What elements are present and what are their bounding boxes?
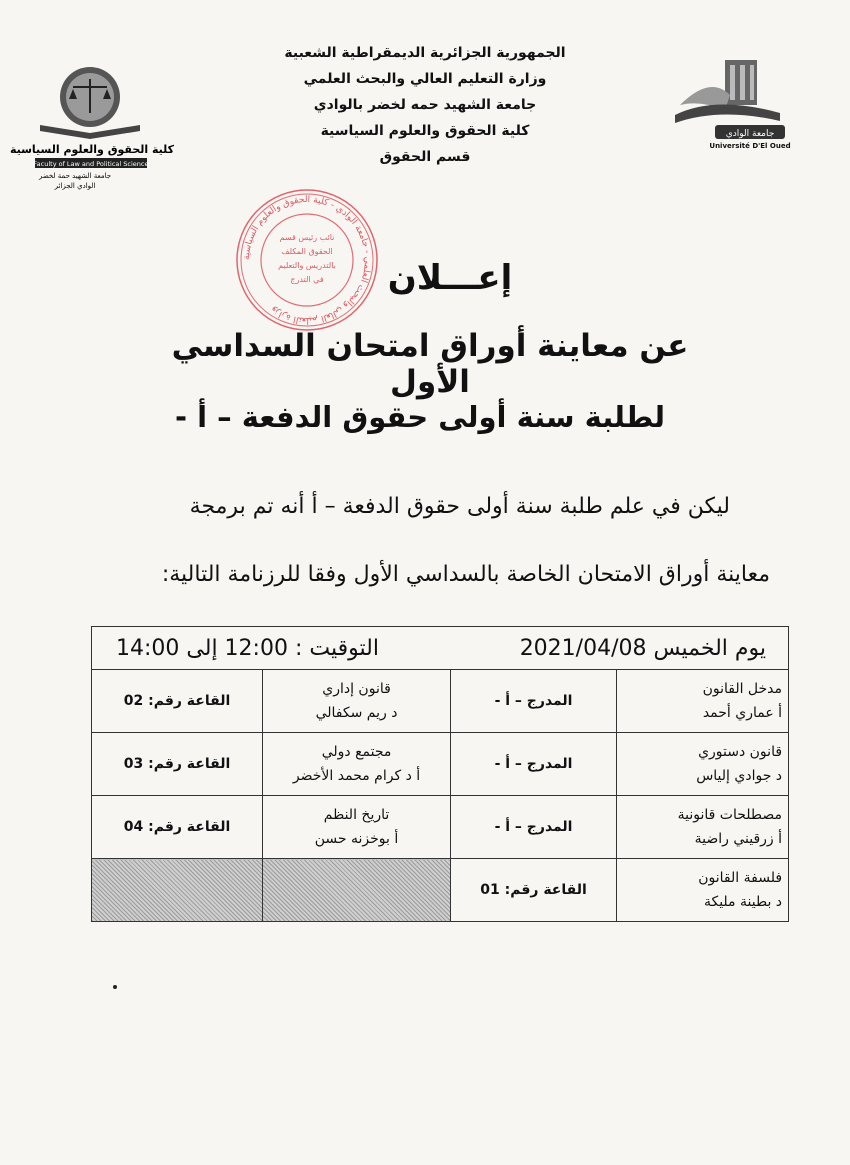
room-cell: القاعة رقم: 03 xyxy=(92,733,263,796)
schedule-table xyxy=(91,626,789,922)
stamp-line-1: نائب رئيس قسم xyxy=(279,233,335,242)
room-cell: القاعة رقم: 01 xyxy=(451,859,617,922)
subject-name: تاريخ النظم xyxy=(323,807,390,823)
teacher-name: أ عماري أحمد xyxy=(702,705,783,721)
hall-cell: المدرج – أ - xyxy=(451,733,617,796)
body-line-1: ليكن في علم طلبة سنة أولى حقوق الدفعة – أ أنه تم برمجة xyxy=(189,494,730,519)
faculty-logo-sub2: الوادي الجزائر xyxy=(54,182,96,190)
table-row xyxy=(92,733,789,796)
stamp-line-4: في التدرج xyxy=(290,275,324,284)
letterhead-line-5: قسم الحقوق xyxy=(379,149,471,165)
table-row xyxy=(92,796,789,859)
room-cell: القاعة رقم: 04 xyxy=(92,796,263,859)
teacher-name: د بطينة مليكة xyxy=(703,894,783,910)
subject-name: مصطلحات قانونية xyxy=(677,807,783,823)
letterhead-line-4: كلية الحقوق والعلوم السياسية xyxy=(320,123,530,139)
blank-hatched-cell xyxy=(263,859,451,922)
blank-hatched-cell xyxy=(92,859,263,922)
university-logo xyxy=(670,55,790,150)
stray-dot xyxy=(113,985,117,989)
schedule-day: يوم الخميس 2021/04/08 xyxy=(519,635,767,661)
letterhead-line-2: وزارة التعليم العالي والبحث العلمي xyxy=(303,71,547,87)
announcement-subtitle: عن معاينة أوراق امتحان السداسي الأول xyxy=(171,328,689,400)
room-cell: القاعة رقم: 02 xyxy=(92,670,263,733)
letterhead xyxy=(230,40,620,170)
hall-cell: المدرج – أ - xyxy=(451,670,617,733)
university-logo-latin: Université D'El Oued xyxy=(709,142,791,150)
subject-name: قانون دستوري xyxy=(698,744,783,760)
university-logo-name: جامعة الوادي xyxy=(725,129,775,139)
subject-name: فلسفة القانون xyxy=(698,870,783,886)
faculty-logo-latin: Faculty of Law and Political Science xyxy=(33,160,149,168)
stamp-line-2: الحقوق المكلف xyxy=(281,247,333,256)
schedule-time: التوقيت : 12:00 إلى 14:00 xyxy=(116,635,379,661)
stamp-line-3: بالتدريس والتعليم xyxy=(278,261,336,270)
faculty-logo xyxy=(9,65,175,200)
subject-name: مدخل القانون xyxy=(702,681,783,697)
letterhead-line-3: جامعة الشهيد حمه لخضر بالوادي xyxy=(313,97,537,113)
announcement-audience: لطلبة سنة أولى حقوق الدفعة – أ - xyxy=(174,400,666,434)
hall-cell: المدرج – أ - xyxy=(451,796,617,859)
table-row xyxy=(92,670,789,733)
teacher-name: أ زرقيني راضية xyxy=(694,831,783,847)
teacher-name: د ريم سكفالي xyxy=(315,705,398,721)
subject-name: مجتمع دولي xyxy=(321,744,392,760)
subject-name: قانون إداري xyxy=(322,681,391,697)
faculty-logo-name: كلية الحقوق والعلوم السياسية xyxy=(9,143,175,156)
faculty-logo-sub1: جامعة الشهيد حمة لخضر xyxy=(38,172,112,180)
announcement-title: إعـــلان xyxy=(387,258,513,298)
stamp-ring-text: وزارة التعليم العالي والبحث العلمي - جامعة الوادي - كلية الحقوق والعلوم السياسية xyxy=(241,194,373,326)
body-line-2: معاينة أوراق الامتحان الخاصة بالسداسي الأول وفقا للرزنامة التالية: xyxy=(161,562,770,587)
teacher-name: أ د كرام محمد الأخضر xyxy=(292,768,421,784)
teacher-name: د جوادي إلياس xyxy=(696,768,783,784)
schedule-header-row xyxy=(92,627,789,670)
table-row xyxy=(92,859,789,922)
teacher-name: أ بوخزنه حسن xyxy=(314,831,399,847)
letterhead-line-1: الجمهورية الجزائرية الديمقراطية الشعبية xyxy=(284,45,566,61)
